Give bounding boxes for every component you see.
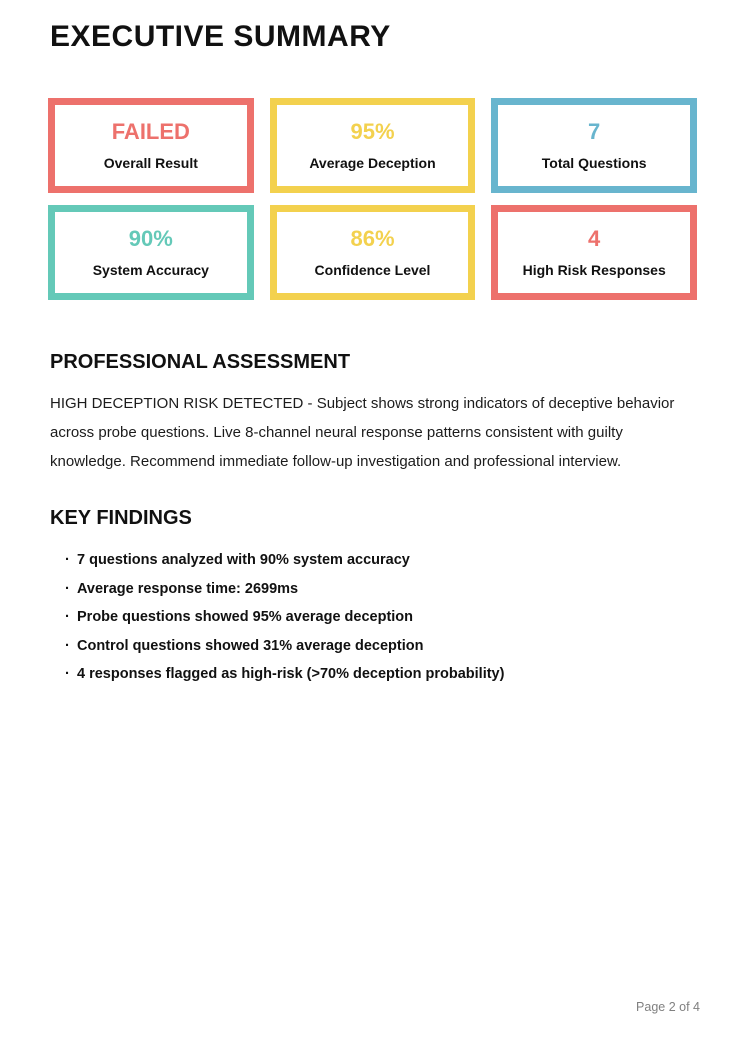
finding-text: 7 questions analyzed with 90% system accuracy: [77, 552, 410, 568]
assessment-heading: PROFESSIONAL ASSESSMENT: [50, 351, 351, 373]
stat-value: 7: [588, 119, 601, 145]
stat-label: Confidence Level: [314, 261, 431, 278]
page-title: EXECUTIVE SUMMARY: [50, 20, 391, 53]
stat-label: Average Deception: [309, 154, 436, 171]
bullet-icon: ·: [65, 637, 70, 654]
finding-text: Control questions showed 31% average deception: [77, 637, 424, 654]
assessment-body: HIGH DECEPTION RISK DETECTED - Subject shows strong indicators of deceptive behavior across probe questions. Live 8-channel neural response patterns consistent with guilty knowledge. Recommend immediate follow-up investigation and professional interview.: [50, 395, 675, 470]
finding-item: [50, 603, 698, 632]
stat-card-confidence-level: [270, 205, 476, 300]
stat-card-total-questions: [491, 98, 697, 193]
stat-card-system-accuracy: [48, 205, 254, 300]
stat-value: 86%: [350, 226, 395, 252]
bullet-icon: ·: [65, 666, 70, 682]
stat-value: 90%: [128, 226, 173, 252]
finding-item: [50, 632, 698, 661]
stat-label: System Accuracy: [92, 261, 209, 278]
finding-text: Probe questions showed 95% average deception: [77, 609, 414, 625]
key-findings-section: [50, 507, 698, 689]
stat-label: High Risk Responses: [522, 261, 666, 278]
stat-card-overall-result: [48, 98, 254, 193]
bullet-icon: ·: [65, 580, 70, 597]
findings-list: [50, 546, 698, 689]
bullet-icon: ·: [65, 609, 70, 625]
finding-item: [50, 575, 698, 604]
stat-card-average-deception: [270, 98, 476, 193]
finding-item: [50, 546, 698, 575]
finding-text: Average response time: 2699ms: [77, 580, 299, 597]
findings-heading: KEY FINDINGS: [50, 507, 192, 529]
stat-label: Overall Result: [103, 154, 198, 171]
professional-assessment-section: [50, 351, 698, 476]
stat-label: Total Questions: [541, 154, 647, 171]
stat-cards-grid: [48, 98, 697, 300]
page-number: Page 2 of 4: [636, 1000, 700, 1014]
finding-text: 4 responses flagged as high-risk (>70% deception probability): [77, 666, 505, 682]
finding-item: [50, 660, 698, 689]
stat-value: 4: [588, 226, 601, 252]
stat-card-high-risk-responses: [491, 205, 697, 300]
stat-value: 95%: [350, 119, 395, 145]
stat-value: FAILED: [111, 119, 190, 145]
bullet-icon: ·: [65, 552, 70, 568]
